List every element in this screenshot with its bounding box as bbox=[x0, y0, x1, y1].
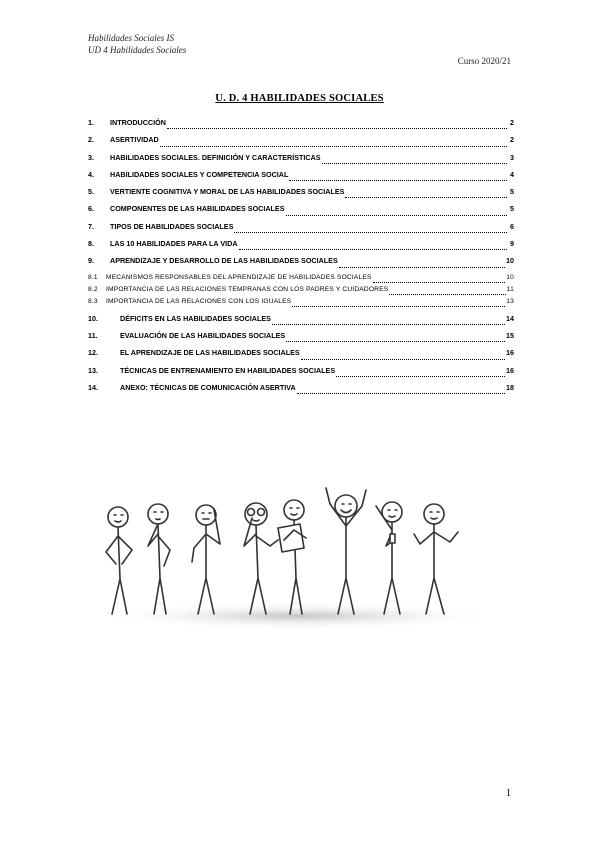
toc-label: LAS 10 HABILIDADES PARA LA VIDA bbox=[110, 239, 238, 249]
toc-page: 14 bbox=[506, 313, 514, 323]
table-of-contents bbox=[88, 118, 514, 400]
toc-number: 2. bbox=[88, 135, 94, 145]
toc-label: EL APRENDIZAJE DE LAS HABILIDADES SOCIALES bbox=[120, 348, 300, 358]
toc-label: APRENDIZAJE Y DESARROLLO DE LAS HABILIDADES SOCIALES bbox=[110, 256, 338, 266]
toc-page: 2 bbox=[510, 135, 514, 145]
toc-page: 18 bbox=[506, 382, 514, 392]
stick-figure-5 bbox=[278, 500, 306, 614]
toc-entry-9[interactable] bbox=[88, 256, 514, 273]
toc-number: 9. bbox=[88, 256, 94, 266]
toc-page: 16 bbox=[506, 348, 514, 358]
toc-number: 7. bbox=[88, 221, 94, 231]
toc-label: TÉCNICAS DE ENTRENAMIENTO EN HABILIDADES SOCIALES bbox=[120, 365, 336, 375]
toc-page: 15 bbox=[506, 330, 514, 340]
toc-subentry-8-1[interactable] bbox=[88, 274, 514, 286]
toc-label: IMPORTANCIA DE LAS RELACIONES CON LOS IGUALES bbox=[106, 297, 292, 305]
toc-leader bbox=[234, 232, 507, 233]
toc-label: VERTIENTE COGNITIVA Y MORAL DE LAS HABILIDADES SOCIALES bbox=[110, 187, 345, 197]
toc-label: COMPONENTES DE LAS HABILIDADES SOCIALES bbox=[110, 204, 285, 214]
toc-entry-1[interactable] bbox=[88, 118, 514, 135]
toc-leader bbox=[239, 249, 507, 250]
toc-page: 10 bbox=[506, 273, 514, 281]
toc-label: MECANISMOS RESPONSABLES DEL APRENDIZAJE DE HABILIDADES SOCIALES bbox=[106, 273, 372, 281]
header-course: Curso 2020/21 bbox=[457, 56, 511, 66]
toc-number: 6. bbox=[88, 204, 94, 214]
toc-number: 5. bbox=[88, 187, 94, 197]
page-number: 1 bbox=[506, 788, 511, 799]
toc-leader bbox=[301, 359, 505, 360]
toc-number: 8. bbox=[88, 239, 94, 249]
stick-figure-8 bbox=[414, 504, 458, 614]
stick-figure-4 bbox=[244, 503, 278, 614]
toc-leader bbox=[339, 267, 505, 268]
toc-page: 16 bbox=[506, 365, 514, 375]
toc-leader bbox=[336, 376, 505, 377]
page-title: U. D. 4 HABILIDADES SOCIALES bbox=[215, 93, 384, 104]
toc-number: 14. bbox=[88, 382, 98, 392]
header-unit: UD 4 Habilidades Sociales bbox=[88, 44, 187, 55]
toc-number: 4. bbox=[88, 169, 94, 179]
toc-leader bbox=[297, 393, 505, 394]
toc-label: DÉFICITS EN LAS HABILIDADES SOCIALES bbox=[120, 313, 271, 323]
toc-page: 6 bbox=[510, 221, 514, 231]
toc-entry-12[interactable] bbox=[88, 348, 514, 365]
toc-number: 8.1 bbox=[88, 273, 98, 281]
toc-leader bbox=[160, 146, 507, 147]
stick-figure-6 bbox=[326, 488, 366, 614]
header-subject: Habilidades Sociales IS bbox=[88, 33, 174, 43]
stick-figure-7 bbox=[376, 502, 402, 614]
toc-entry-14[interactable] bbox=[88, 383, 514, 400]
toc-number: 3. bbox=[88, 152, 94, 162]
toc-leader bbox=[286, 215, 507, 216]
toc-leader bbox=[286, 341, 505, 342]
toc-entry-10[interactable] bbox=[88, 314, 514, 331]
toc-leader bbox=[373, 282, 506, 283]
toc-page: 9 bbox=[510, 239, 514, 249]
toc-entry-8[interactable] bbox=[88, 239, 514, 256]
toc-entry-2[interactable] bbox=[88, 135, 514, 152]
toc-page: 10 bbox=[506, 256, 514, 266]
toc-leader bbox=[292, 306, 505, 307]
stick-figures-illustration bbox=[94, 484, 504, 634]
toc-leader bbox=[272, 324, 505, 325]
toc-label: EVALUACIÓN DE LAS HABILIDADES SOCIALES bbox=[120, 330, 286, 340]
toc-label: HABILIDADES SOCIALES. DEFINICIÓN Y CARACTERÍSTICAS bbox=[110, 152, 321, 162]
toc-entry-6[interactable] bbox=[88, 204, 514, 221]
toc-label: IMPORTANCIA DE LAS RELACIONES TEMPRANAS CON LOS PADRES Y CUIDADORES bbox=[106, 285, 389, 293]
toc-subentry-8-3[interactable] bbox=[88, 298, 514, 310]
toc-number: 13. bbox=[88, 365, 98, 375]
toc-entry-4[interactable] bbox=[88, 170, 514, 187]
toc-number: 11. bbox=[88, 330, 98, 340]
toc-label: HABILIDADES SOCIALES Y COMPETENCIA SOCIAL bbox=[110, 169, 289, 179]
toc-page: 13 bbox=[506, 297, 514, 305]
toc-page: 4 bbox=[510, 169, 514, 179]
toc-label: INTRODUCCIÓN bbox=[110, 118, 166, 127]
toc-entry-5[interactable] bbox=[88, 187, 514, 204]
toc-leader bbox=[345, 197, 507, 198]
toc-label: ANEXO: TÉCNICAS DE COMUNICACIÓN ASERTIVA bbox=[120, 382, 296, 392]
toc-label: ASERTIVIDAD bbox=[110, 135, 159, 145]
toc-page: 3 bbox=[510, 152, 514, 162]
toc-page: 11 bbox=[506, 285, 514, 293]
toc-number: 12. bbox=[88, 348, 98, 358]
toc-entry-11[interactable] bbox=[88, 331, 514, 348]
toc-label: TIPOS DE HABILIDADES SOCIALES bbox=[110, 221, 234, 231]
toc-number: 10. bbox=[88, 313, 98, 323]
toc-subentry-8-2[interactable] bbox=[88, 286, 514, 298]
toc-number: 8.2 bbox=[88, 285, 98, 293]
toc-leader bbox=[167, 128, 507, 129]
toc-number: 8.3 bbox=[88, 297, 98, 305]
toc-leader bbox=[289, 180, 507, 181]
stick-figure-3 bbox=[192, 505, 220, 614]
toc-leader bbox=[389, 294, 505, 295]
toc-leader bbox=[322, 163, 507, 164]
toc-page: 5 bbox=[510, 187, 514, 197]
toc-page: 2 bbox=[510, 118, 514, 127]
toc-entry-7[interactable] bbox=[88, 222, 514, 239]
stick-figure-1 bbox=[106, 507, 132, 614]
stick-figure-2 bbox=[148, 504, 170, 614]
toc-entry-3[interactable] bbox=[88, 153, 514, 170]
toc-page: 5 bbox=[510, 204, 514, 214]
toc-entry-13[interactable] bbox=[88, 366, 514, 383]
toc-number: 1. bbox=[88, 118, 94, 127]
running-header bbox=[88, 33, 186, 56]
